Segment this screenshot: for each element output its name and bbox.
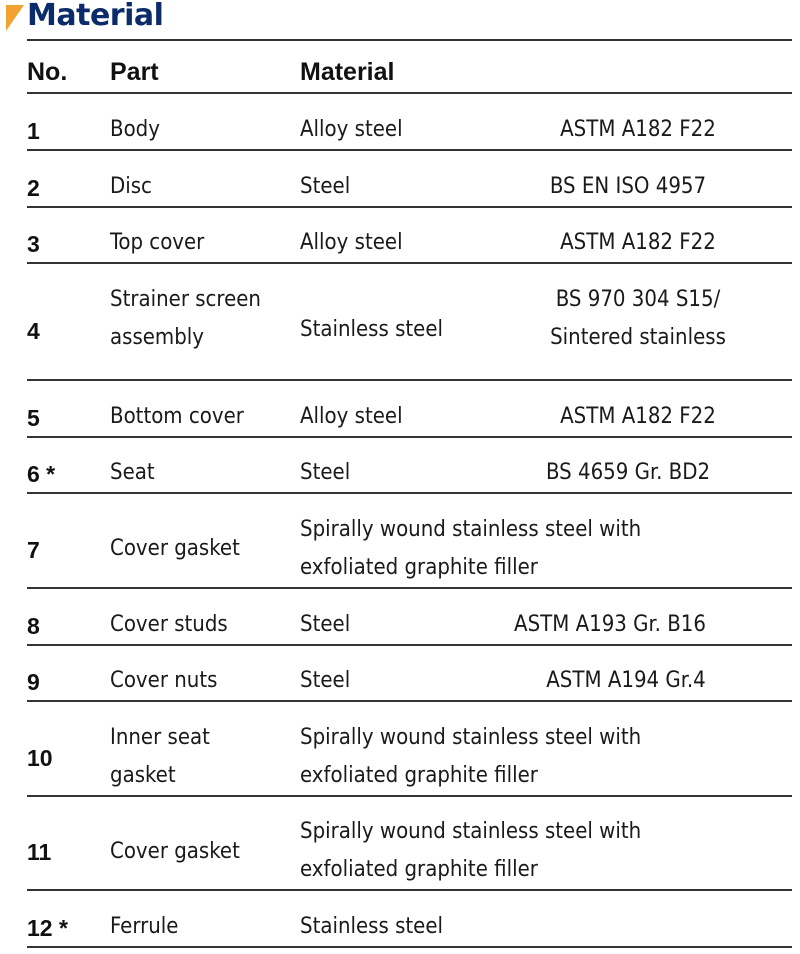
row-part: Bottom cover — [110, 404, 244, 429]
section-header — [0, 0, 800, 40]
row-material-line2: exfoliated graphite filler — [300, 857, 538, 882]
header-no: No. — [27, 58, 68, 86]
row-spec-line2: Sintered stainless — [550, 325, 726, 350]
row-no: 6 * — [27, 461, 56, 487]
row-part: Body — [110, 117, 160, 142]
divider — [27, 946, 792, 948]
row-part-line2: assembly — [110, 325, 204, 350]
row-spec: ASTM A182 F22 — [560, 404, 716, 429]
row-part-line1: Strainer screen — [110, 287, 261, 312]
row-no: 5 — [27, 405, 40, 431]
row-material: Alloy steel — [300, 117, 403, 142]
row-no: 10 — [27, 745, 53, 771]
row-material: Steel — [300, 174, 351, 199]
row-part-line1: Inner seat — [110, 725, 210, 750]
row-material: Stainless steel — [300, 914, 444, 939]
row-part: Top cover — [110, 230, 205, 255]
row-no: 2 — [27, 175, 40, 201]
divider — [27, 379, 792, 381]
row-spec: ASTM A182 F22 — [560, 230, 716, 255]
section-title: Material — [27, 0, 164, 33]
divider — [27, 149, 792, 151]
row-material: Steel — [300, 668, 351, 693]
divider — [27, 492, 792, 494]
row-no: 9 — [27, 669, 40, 695]
row-spec: BS EN ISO 4957 — [549, 174, 707, 199]
row-no: 12 * — [27, 915, 68, 941]
divider — [27, 206, 792, 208]
row-spec: ASTM A193 Gr. B16 — [514, 612, 706, 637]
row-no: 4 — [27, 318, 40, 344]
row-part-line2: gasket — [110, 763, 176, 788]
divider — [27, 39, 792, 41]
row-part: Seat — [110, 460, 155, 485]
row-no: 1 — [27, 118, 40, 144]
row-material-line1: Spirally wound stainless steel with — [300, 725, 642, 750]
divider — [27, 262, 792, 264]
row-material: Alloy steel — [300, 230, 403, 255]
header-part: Part — [110, 58, 159, 86]
row-no: 3 — [27, 231, 40, 257]
row-part: Ferrule — [110, 914, 179, 939]
orange-triangle-icon — [6, 5, 24, 31]
row-part: Cover gasket — [110, 839, 240, 864]
divider — [27, 587, 792, 589]
row-material: Steel — [300, 612, 351, 637]
row-material-line2: exfoliated graphite filler — [300, 763, 538, 788]
header-material: Material — [300, 58, 395, 86]
row-part: Disc — [110, 174, 152, 199]
row-no: 11 — [27, 839, 52, 865]
divider — [27, 644, 792, 646]
row-material: Stainless steel — [300, 317, 444, 342]
row-material-line1: Spirally wound stainless steel with — [300, 517, 642, 542]
row-material: Steel — [300, 460, 351, 485]
row-spec: ASTM A194 Gr.4 — [546, 668, 706, 693]
row-part: Cover studs — [110, 612, 228, 637]
row-material: Alloy steel — [300, 404, 403, 429]
row-spec-line1: BS 970 304 S15/ — [555, 287, 721, 312]
row-part: Cover nuts — [110, 668, 218, 693]
row-material-line2: exfoliated graphite filler — [300, 555, 538, 580]
row-no: 8 — [27, 613, 40, 639]
row-spec: BS 4659 Gr. BD2 — [545, 460, 711, 485]
row-no: 7 — [27, 537, 40, 563]
divider — [27, 92, 792, 94]
divider — [27, 889, 792, 891]
row-material-line1: Spirally wound stainless steel with — [300, 819, 642, 844]
divider — [27, 795, 792, 797]
row-spec: ASTM A182 F22 — [560, 117, 716, 142]
divider — [27, 700, 792, 702]
row-part: Cover gasket — [110, 536, 240, 561]
divider — [27, 436, 792, 438]
